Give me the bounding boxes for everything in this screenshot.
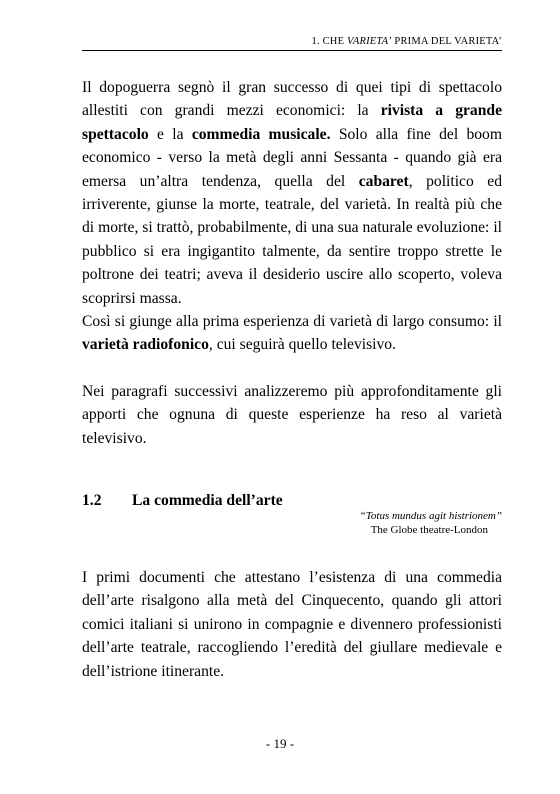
bold-commedia-musicale: commedia musicale.	[191, 125, 331, 143]
bold-varieta-radiofonico: varietà radiofonico	[82, 336, 209, 354]
section-heading	[82, 492, 283, 510]
epigraph	[302, 509, 502, 537]
header-suffix: PRIMA DEL VARIETA’	[391, 36, 502, 47]
header-italic: VARIETA’	[347, 36, 392, 47]
text-run: e la	[148, 125, 192, 143]
paragraph-primi-documenti: I primi documenti che attestano l’esistenza di una commedia dell’arte risalgono alla metà del Cinquecento, quando gli attori comici italiani si unirono in compagnie e divennero professionisti dell’arte teatrale, raccogliendo l’eredità del giullare medievale e dell’istrione itinerante.	[82, 569, 502, 680]
paragraph-successivi: Nei paragrafi successivi analizzeremo più approfonditamente gli apporti che ognuna di queste esperienze ha reso al varietà televisivo.	[82, 382, 502, 447]
body-text-bottom	[82, 566, 502, 683]
epigraph-quote: “Totus mundus agit histrionem”	[359, 510, 502, 522]
text-run: Solo alla fine del boom economico - verso la metà degli anni Sessanta - quando già era emersa un’altra tendenza, quella del	[82, 125, 502, 190]
text-run: Così si giunge alla prima esperienza di varietà di largo consumo: il	[82, 313, 502, 331]
paragraph-radiofonico	[82, 310, 502, 357]
section-number: 1.2	[82, 492, 102, 509]
body-text-top	[82, 76, 502, 450]
header-prefix: 1. CHE	[311, 36, 348, 47]
text-run: , politico ed irriverente, giunse la morte, teatrale, del varietà. In realtà più che di morte, si trattò, probabilmente, di una sua naturale evoluzione: il pubblico si era ingigantito talmente, da sentire troppo strette le poltrone dei teatri; aveva il desiderio uscire allo scoperto, voleva scoprirsi massa.	[82, 172, 502, 307]
page-number: - 19 -	[265, 736, 295, 751]
bold-cabaret: cabaret	[358, 172, 409, 190]
paragraph-dopoguerra	[82, 76, 502, 310]
epigraph-source: The Globe theatre-London	[370, 524, 488, 536]
running-header	[82, 36, 502, 51]
text-run: , cui seguirà quello televisivo.	[208, 336, 396, 354]
bold-rivista: rivista a grande spettacolo	[82, 102, 502, 143]
section-title: La commedia dell’arte	[132, 492, 283, 509]
text-run: Il dopoguerra segnò il gran successo di quei tipi di spettacolo allestiti con grandi mezzi economici: la	[82, 79, 502, 120]
